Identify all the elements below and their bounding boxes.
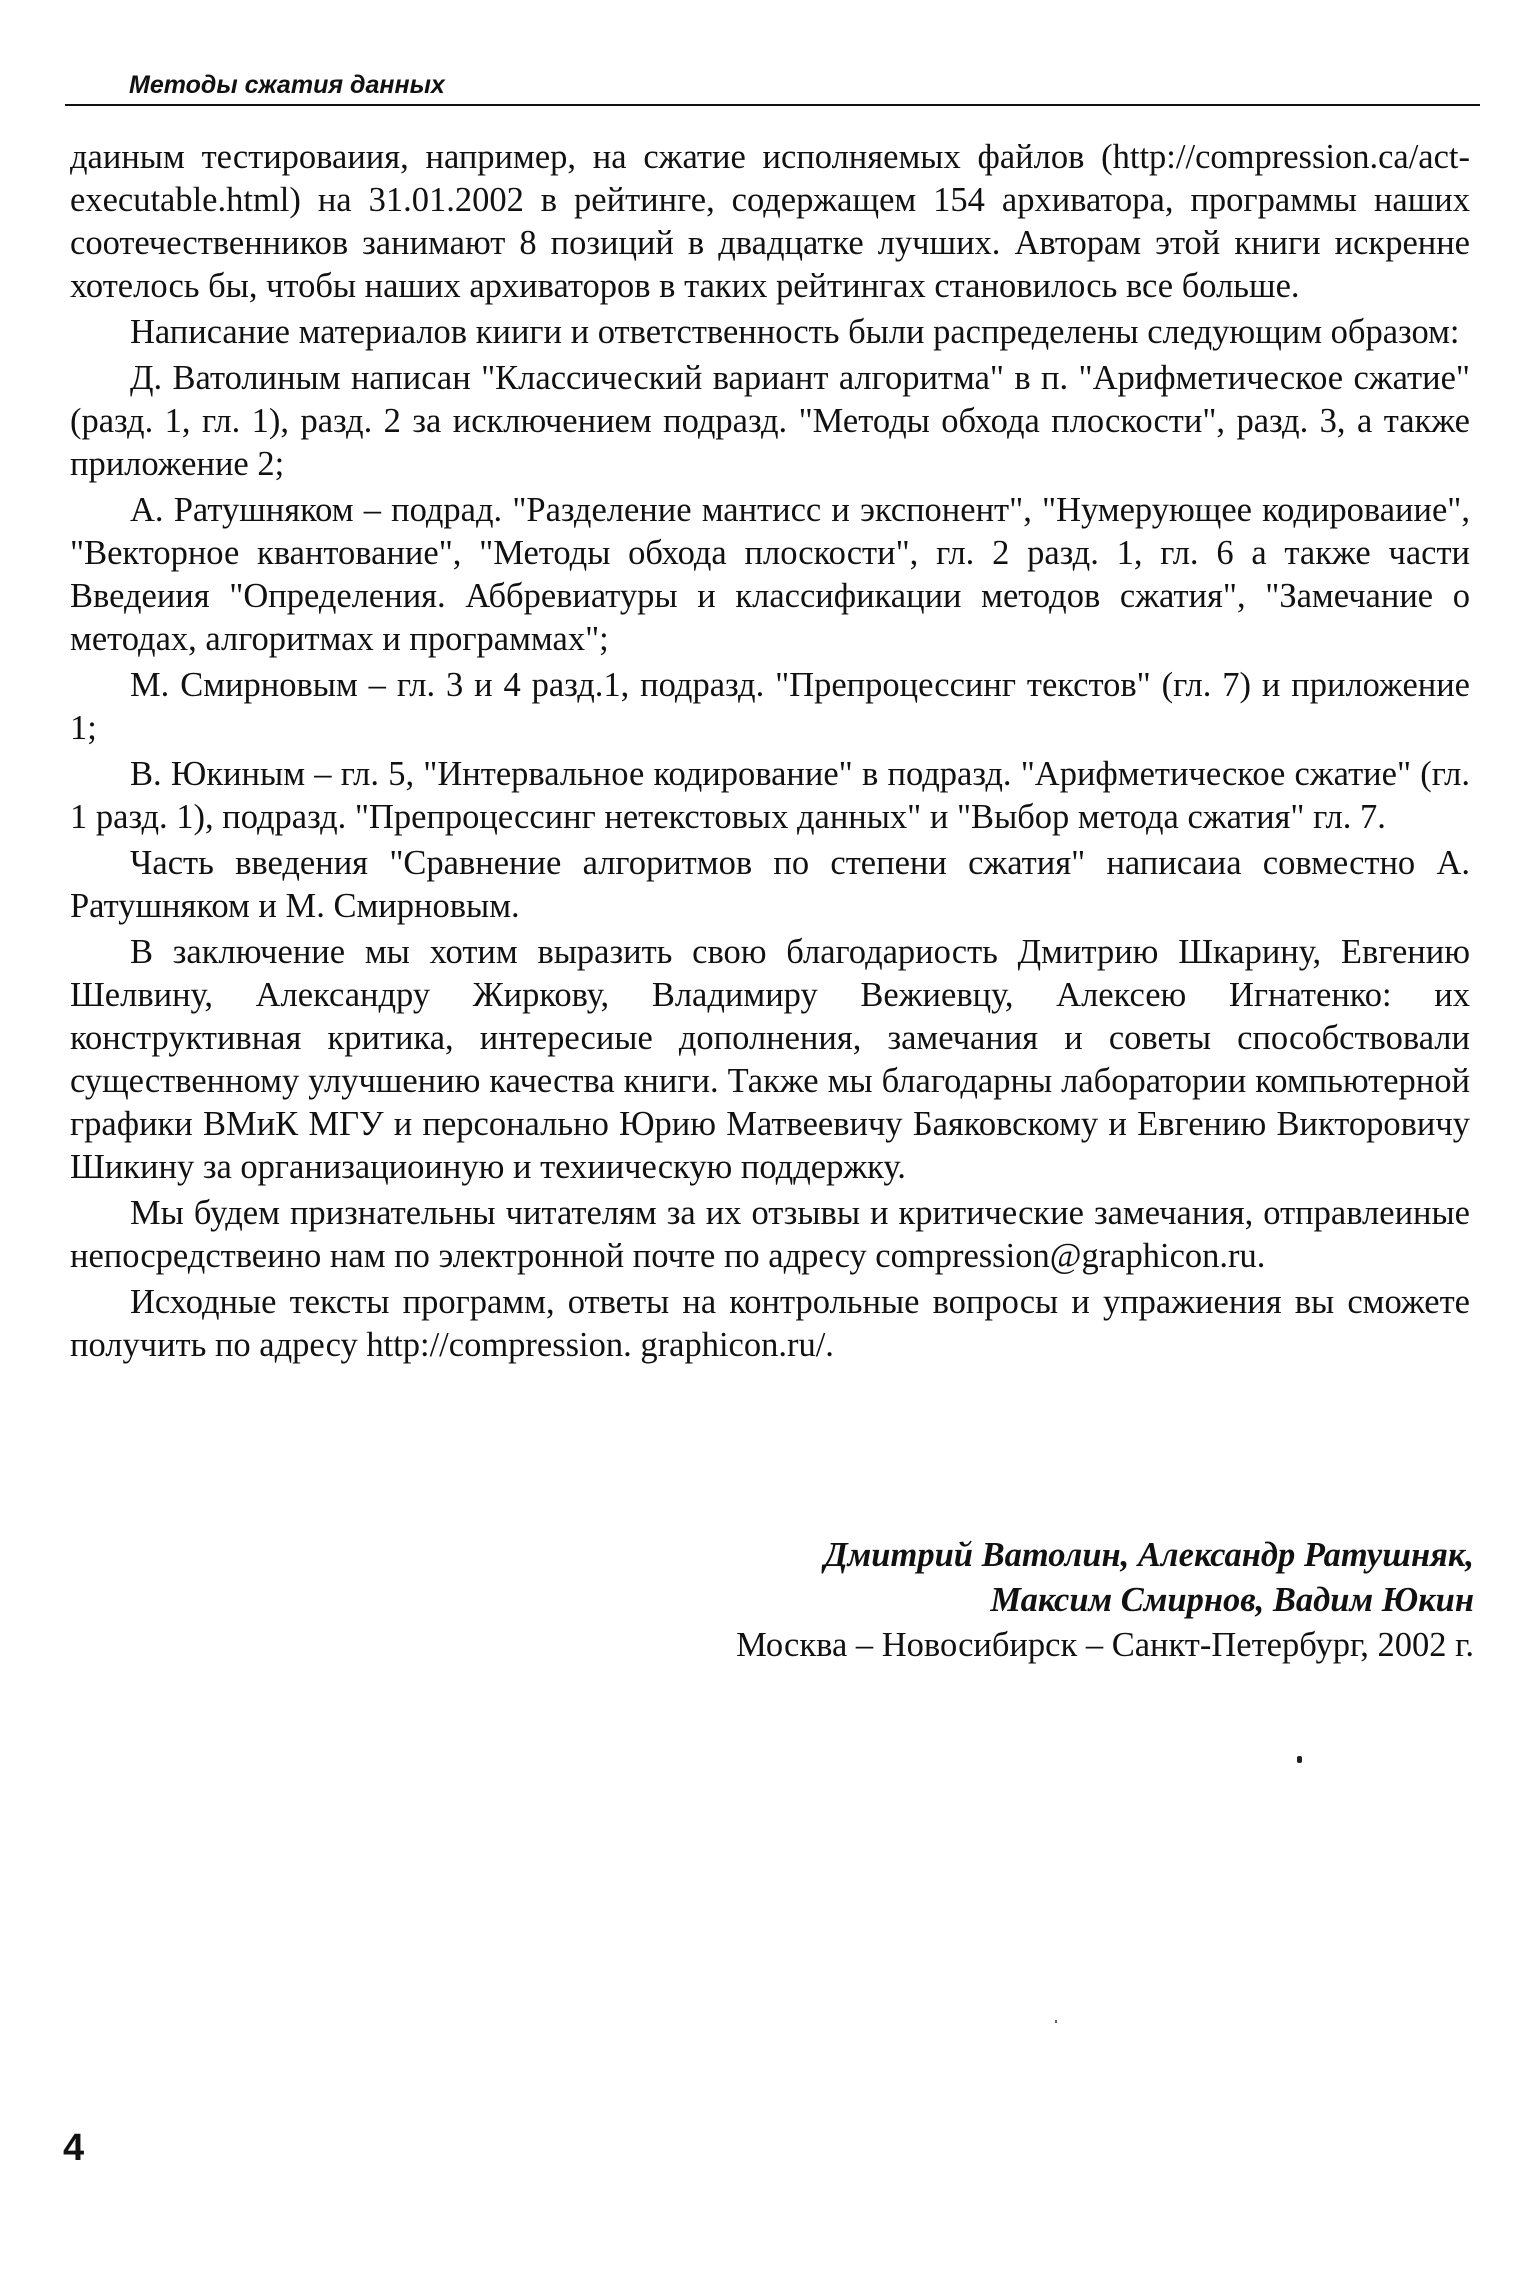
paragraph-responsibilities: Написание материалов кииги и ответственность были распределены следующим образом: [130,313,1460,351]
paragraph-joint-section: Часть введения "Сравнение алгоритмов по степени сжатия" написаиа совместно А. Ратушняком и М. Смирновым. [70,844,1470,925]
paragraph-acknowledgements: В заключение мы хотим выразить свою благодариость Дмитрию Шкарину, Евгению Шелвину, Александру Жиркову, Владимиру Вежиевцу, Алексею Игнатенко: их конструктивная критика, интересиые дополнения, замечания и советы способствовали существенному улучшению качества книги. Также мы благодарны лаборатории компьютерной графики ВМиК МГУ и персонально Юрию Матвеевичу Баяковскому и Евгению Викторовичу Шикину за организациоиную и техиическую поддержку. [70,933,1470,1186]
paragraph-source-code: Исходные тексты программ, ответы на контрольные вопросы и упражиения вы сможете получить по адресу http://compression. graphicon.ru/. [70,1283,1470,1364]
authors-line-2: Максим Смирнов, Вадим Юкин [990,1581,1474,1619]
print-speck [1297,1756,1302,1763]
page-number: 4 [63,2127,85,2169]
running-title: Методы сжатия данных [129,71,445,99]
print-speck-small [1055,2020,1057,2023]
paragraph-yukin: В. Юкиным – гл. 5, "Интервальное кодирование" в подразд. "Арифметическое сжатие" (гл. 1 разд. 1), подразд. "Препроцессинг нетекстовых данных" и "Выбор метода сжатия" гл. 7. [70,755,1470,836]
paragraph-feedback: Мы будем признательны читателям за их отзывы и критические замечания, отправлеиные непосредствеино нам по электронной почте по адресу compression@graphicon.ru. [70,1194,1470,1275]
authors-line-1: Дмитрий Ватолин, Александр Ратушняк, [824,1536,1474,1574]
paragraph-vatolin: Д. Ватолиным написан "Классический вариант алгоритма" в п. "Арифметическое сжатие" (разд. 1, гл. 1), разд. 2 за исключением подразд. "Методы обхода плоскости", разд. 3, а также приложение 2; [70,359,1470,483]
paragraph-ratushnyak: А. Ратушняком – подрад. "Разделение мантисс и экспонент", "Нумерующее кодироваиие", "Векторное квантование", "Методы обхода плоскости", гл. 2 разд. 1, гл. 6 а также части Введеиия "Определения. Аббревиатуры и классификации методов сжатия", "Замечание о методах, алгоритмах и программах"; [70,491,1470,658]
paragraph-smirnov: М. Смирновым – гл. 3 и 4 разд.1, подразд. "Препроцессинг текстов" (гл. 7) и приложение 1; [70,666,1470,747]
signature-block [736,1533,1474,1668]
paragraph-ratings: даиным тестироваиия, например, на сжатие исполняемых файлов (http://compression.ca/act-executable.html) на 31.01.2002 в рейтинге, содержащем 154 архиватора, программы наших соотечественников занимают 8 позиций в двадцатке лучших. Авторам этой книги искренне хотелось бы, чтобы наших архиваторов в таких рейтингах становилось все больше. [70,138,1470,305]
place-and-date: Москва – Новосибирск – Санкт-Петербург, 2002 г. [736,1626,1474,1664]
header-rule [65,104,1480,106]
running-header [65,70,1480,106]
body-text [70,136,1470,1367]
